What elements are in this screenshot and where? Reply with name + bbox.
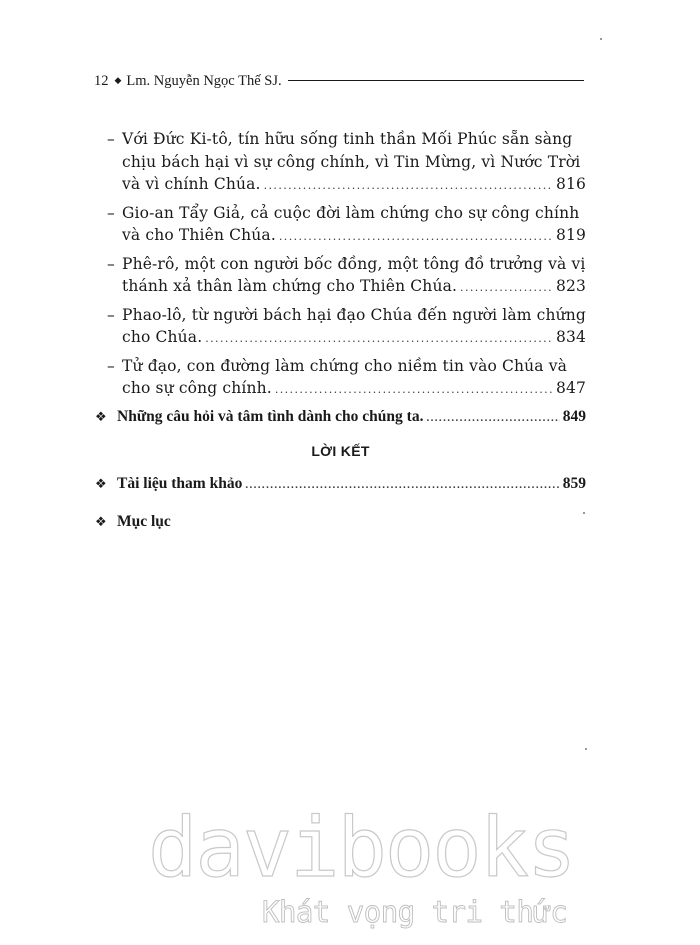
spacer [95,496,586,508]
watermark-slogan: Khát vọng tri thức [262,895,568,929]
diamond-bullet-icon: ❖ [95,475,107,491]
toc-entry-lead-line [122,275,586,300]
dot-leader [275,379,553,402]
dot-leader [245,474,559,496]
toc-page-number: 819 [555,226,586,244]
toc-entry-line: Với Đức Ki-tô, tín hữu sống tinh thần Mối Phúc sẵn sàng [122,130,573,148]
toc-entry-line: Gio-an Tẩy Giả, cả cuộc đời làm chứng cho sự công chính [122,203,580,222]
toc-entry-lead-line [122,377,586,402]
table-of-contents [95,128,586,533]
dot-leader [460,277,553,300]
toc-entry-last-line: cho Chúa. [122,328,203,346]
page-number: 12 [94,73,109,89]
dot-leader [279,226,553,249]
dash-marker: – [107,356,115,375]
toc-entry-lead-line [122,224,586,249]
toc-page-number: 849 [562,407,586,425]
dash-marker: – [107,130,115,148]
toc-page-number: 823 [555,277,586,295]
toc-entry-text: Những câu hỏi và tâm tình dành cho chúng ta. [117,407,424,425]
toc-entry-line: Phê-rô, một con người bốc đồng, một tông đồ trưởng và vị [122,254,586,273]
toc-page-number: 816 [555,175,586,193]
header-rule [288,80,584,81]
scan-speck [600,38,602,40]
toc-entry-last-line: và vì chính Chúa. [122,175,261,193]
toc-entry-lead-line [117,473,586,496]
toc-entry-questions [95,406,586,429]
scan-speck [583,512,585,514]
toc-entry-line: Tử đạo, con đường làm chứng cho niềm tin vào Chúa và [122,356,568,375]
toc-entry-last-line: cho sự công chính. [122,379,272,397]
toc-page-number: 834 [555,328,586,346]
dot-leader [426,407,559,429]
toc-entry-references [95,473,586,496]
toc-entry-line: Phao-lô, từ người bách hại đạo Chúa đến người làm chứng [122,305,586,324]
dash-marker: – [107,305,115,324]
watermark-brand: davibooks [148,801,575,896]
toc-entry-text: Tài liệu tham khảo [117,474,243,492]
dash-marker: – [107,254,115,273]
diamond-ornament-icon: ◆ [114,75,122,85]
toc-entry-paul [95,304,586,351]
running-header [94,73,584,95]
diamond-bullet-icon: ❖ [95,513,107,529]
toc-page-number: 847 [555,379,586,397]
scan-speck [585,748,587,750]
toc-entry-lead-line [117,406,586,429]
toc-entry-last-line: và cho Thiên Chúa. [122,226,276,244]
toc-page-number: 859 [562,474,586,492]
dash-marker: – [107,203,115,222]
toc-entry-lead-line [122,173,586,198]
dot-leader [205,328,553,351]
header-author: Lm. Nguyễn Ngọc Thế SJ. [126,73,282,89]
diamond-bullet-icon: ❖ [95,408,107,424]
toc-entry-line: chịu bách hại vì sự công chính, vì Tin Mừng, vì Nước Trời [122,152,581,171]
toc-entry-peter [95,253,586,300]
toc-entry-john-baptist [95,202,586,249]
toc-entry-with-christ [95,128,586,198]
toc-entry-martyrdom [95,355,586,402]
toc-entry-text: Mục lục [117,512,171,530]
toc-entry-lead-line [122,326,586,351]
section-title-conclusion: LỜI KẾT [311,442,370,459]
toc-entry-contents [95,511,586,533]
dot-leader [264,175,553,198]
toc-entry-last-line: thánh xả thân làm chứng cho Thiên Chúa. [122,277,458,295]
